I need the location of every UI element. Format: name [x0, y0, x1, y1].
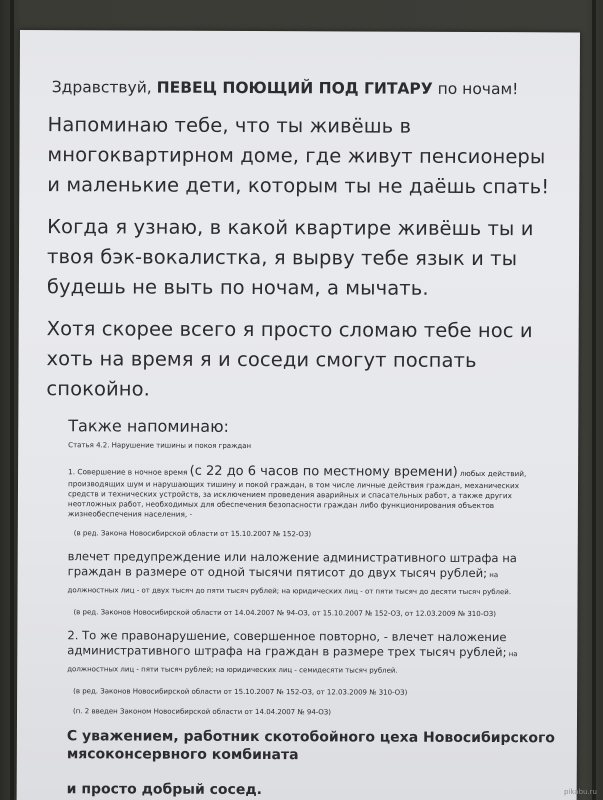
paragraph-threat: Когда я узнаю, в какой квартире живёшь ты и твоя бэк-вокалистка, я вырву тебе язык и ты будешь не выть по ночам, а мычать.: [46, 215, 534, 300]
penalty-1-main: влечет предупреждение или наложение административного штрафа на граждан в размере от одной тысячи пятисот до двух тысяч рублей;: [67, 549, 517, 581]
clause-1-night-hours: (с 22 до 6 часов по местному времени): [189, 463, 458, 480]
clause-1-prefix: 1. Совершение в ночное время: [68, 467, 190, 477]
clause-1: [68, 463, 534, 521]
edit-note-1: (в ред. Закона Новосибирской области от 15.10.2007 № 152-ОЗ): [73, 529, 312, 539]
paragraph-nose: Хотя скорее всего я просто сломаю тебе нос и хоть на время я и соседи смогут поспать спокойно.: [46, 317, 533, 401]
article-heading: Статья 4.2. Нарушение тишины и покоя граждан: [68, 441, 252, 451]
penalty-1: [68, 549, 534, 600]
paragraph-reminder: Напоминаю тебе, что ты живёшь в многоквартирном доме, где живут пенсионеры и маленькие дети, которым ты не даёшь спать!: [47, 113, 550, 199]
wall-tile-edge: [592, 0, 596, 800]
also-reminder-heading: Также напоминаю:: [68, 416, 230, 436]
clause-2: [67, 628, 533, 679]
edit-note-3: (в ред. Законов Новосибирской области от 15.10.2007 № 152-ОЗ, от 12.03.2009 № 310-ОЗ): [73, 687, 408, 697]
greeting-addressee: ПЕВЕЦ ПОЮЩИЙ ПОД ГИТАРУ: [156, 78, 433, 98]
wall-tile-edge: [10, 0, 14, 800]
penalty-1-details: на должностных лиц - от двух тысяч до пяти тысяч рублей; на юридических лиц - от пяти тысяч до десяти тысяч рублей.: [67, 571, 512, 597]
notice-sheet: [17, 30, 580, 800]
greeting-suffix: по ночам!: [432, 79, 519, 99]
clause-2-main: 2. То же правонарушение, совершенное повторно, - влечет наложение административного штрафа на граждан в размере трех тысяч рублей;: [67, 628, 507, 660]
watermark: pikabu.ru: [563, 788, 597, 796]
closing-signature: С уважением, работник скотобойного цеха Новосибирского мясоконсервного комбината: [66, 728, 555, 764]
greeting-prefix: Здравствуй,: [51, 78, 157, 97]
edit-note-4: (п. 2 введен Законом Новосибирской области от 14.04.2007 № 94-ОЗ): [73, 707, 332, 717]
closing-sign-off: и просто добрый сосед.: [66, 781, 263, 799]
greeting-line: [52, 78, 560, 98]
edit-note-2: (в ред. Законов Новосибирской области от 14.04.2007 № 94-ОЗ, от 15.10.2007 № 152-ОЗ, от 12.03.2009 № 310-ОЗ): [73, 608, 496, 619]
clause-2-details: на должностных лиц - пяти тысяч рублей; на юридических лиц - семидесяти тысяч рублей.: [67, 650, 518, 675]
law-excerpt: [67, 463, 534, 717]
notice-content: [45, 78, 560, 799]
clause-1-rest: любых действий, производящих шум и нарушающих тишину и покой граждан, в том числе личные действия граждан, механических средств и технических устройств, за исключением проведения аварийных и спасательных работ, а также других неотложных работ, необходимых для обеспечения безопасности граждан либо функционирования объектов жизнеобеспечения населения, -: [67, 468, 527, 519]
